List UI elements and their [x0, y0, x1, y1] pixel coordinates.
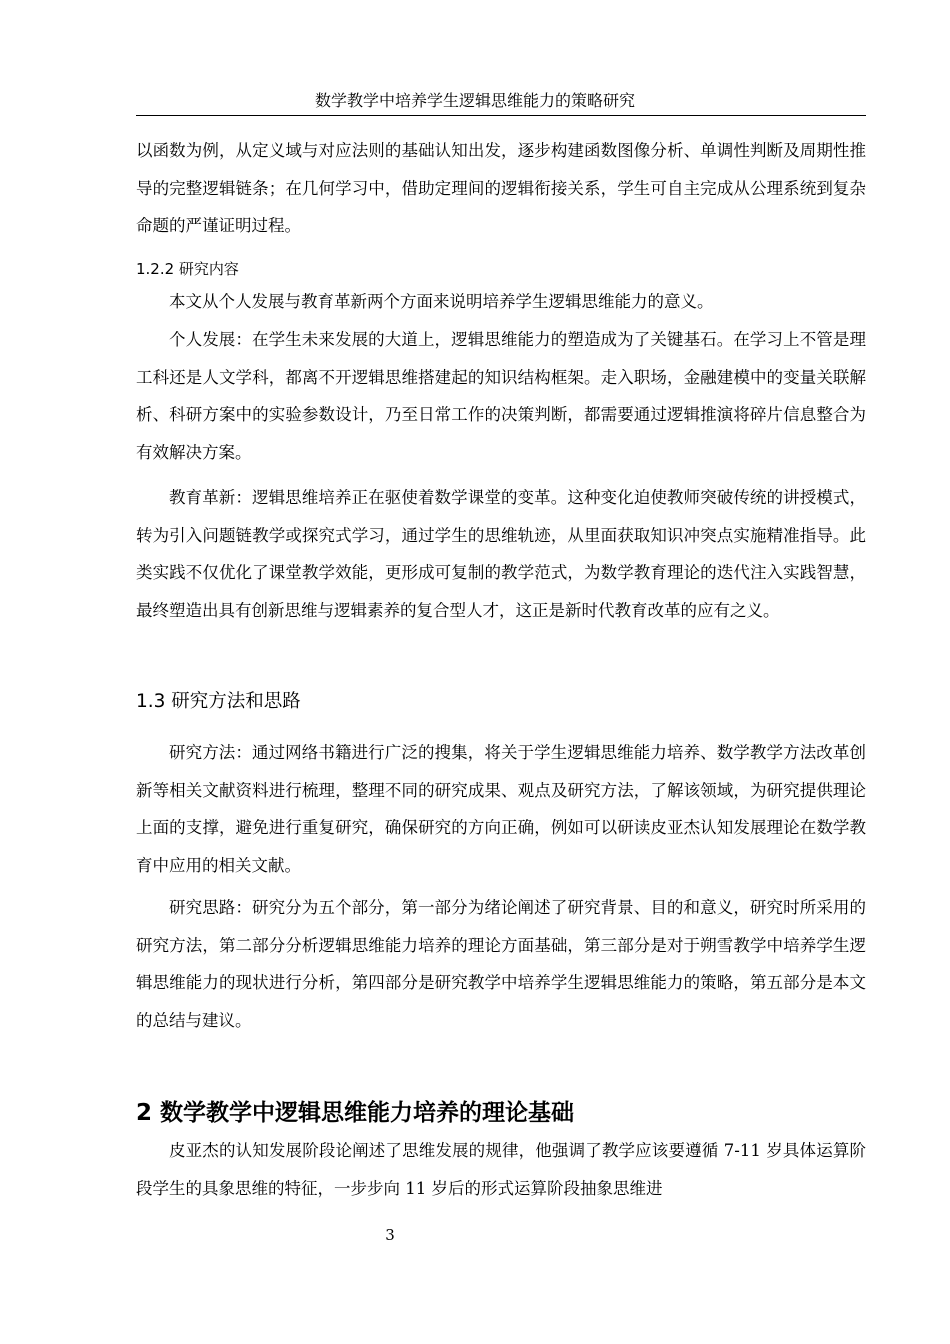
paragraph-function-example: 以函数为例，从定义域与对应法则的基础认知出发，逐步构建函数图像分析、单调性判断及周期性推导的完整逻辑链条；在几何学习中，借助定理间的逻辑衔接关系，学生可自主完成从公理系统到复杂命题的严谨证明过程。 [136, 141, 866, 235]
heading-1-2-2: 1.2.2 研究内容 [136, 260, 239, 278]
heading-chapter-2: 2 数学教学中逻辑思维能力培养的理论基础 [136, 1100, 575, 1126]
header-rule [136, 115, 866, 116]
paragraph-personal-development: 个人发展：在学生未来发展的大道上，逻辑思维能力的塑造成为了关键基石。在学习上不管是理工科还是人文学科，都离不开逻辑思维搭建起的知识结构框架。走入职场，金融建模中的变量关联解析、科研方案中的实验参数设计，乃至日常工作的决策判断，都需要通过逻辑推演将碎片信息整合为有效解决方案。 [136, 330, 866, 462]
heading-1-3: 1.3 研究方法和思路 [136, 691, 301, 712]
paragraph-education-reform: 教育革新：逻辑思维培养正在驱使着数学课堂的变革。这种变化迫使教师突破传统的讲授模式，转为引入问题链教学或探究式学习，通过学生的思维轨迹，从里面获取知识冲突点实施精准指导。此类实践不仅优化了课堂教学效能，更形成可复制的教学范式，为数学教育理论的迭代注入实践智慧，最终塑造出具有创新思维与逻辑素养的复合型人才，这正是新时代教育改革的应有之义。 [136, 488, 866, 620]
paragraph-research-approach: 研究思路：研究分为五个部分，第一部分为绪论阐述了研究背景、目的和意义，研究时所采用的研究方法，第二部分分析逻辑思维能力培养的理论方面基础，第三部分是对于朔雪教学中培养学生逻辑思维能力的现状进行分析，第四部分是研究教学中培养学生逻辑思维能力的策略，第五部分是本文的总结与建议。 [136, 898, 866, 1030]
running-header: 数学教学中培养学生逻辑思维能力的策略研究 [314, 91, 635, 110]
paragraph-research-method: 研究方法：通过网络书籍进行广泛的搜集，将关于学生逻辑思维能力培养、数学教学方法改革创新等相关文献资料进行梳理，整理不同的研究成果、观点及研究方法，了解该领域，为研究提供理论上面的支撑，避免进行重复研究，确保研究的方向正确，例如可以研读皮亚杰认知发展理论在数学教育中应用的相关文献。 [136, 743, 866, 875]
paragraph-piaget-theory: 皮亚杰的认知发展阶段论阐述了思维发展的规律，他强调了教学应该要遵循 7-11 岁具体运算阶段学生的具象思维的特征，一步步向 11 岁后的形式运算阶段抽象思维进 [136, 1141, 866, 1198]
paragraph-research-content-intro: 本文从个人发展与教育革新两个方面来说明培养学生逻辑思维能力的意义。 [169, 292, 714, 311]
page-number: 3 [385, 1226, 395, 1244]
